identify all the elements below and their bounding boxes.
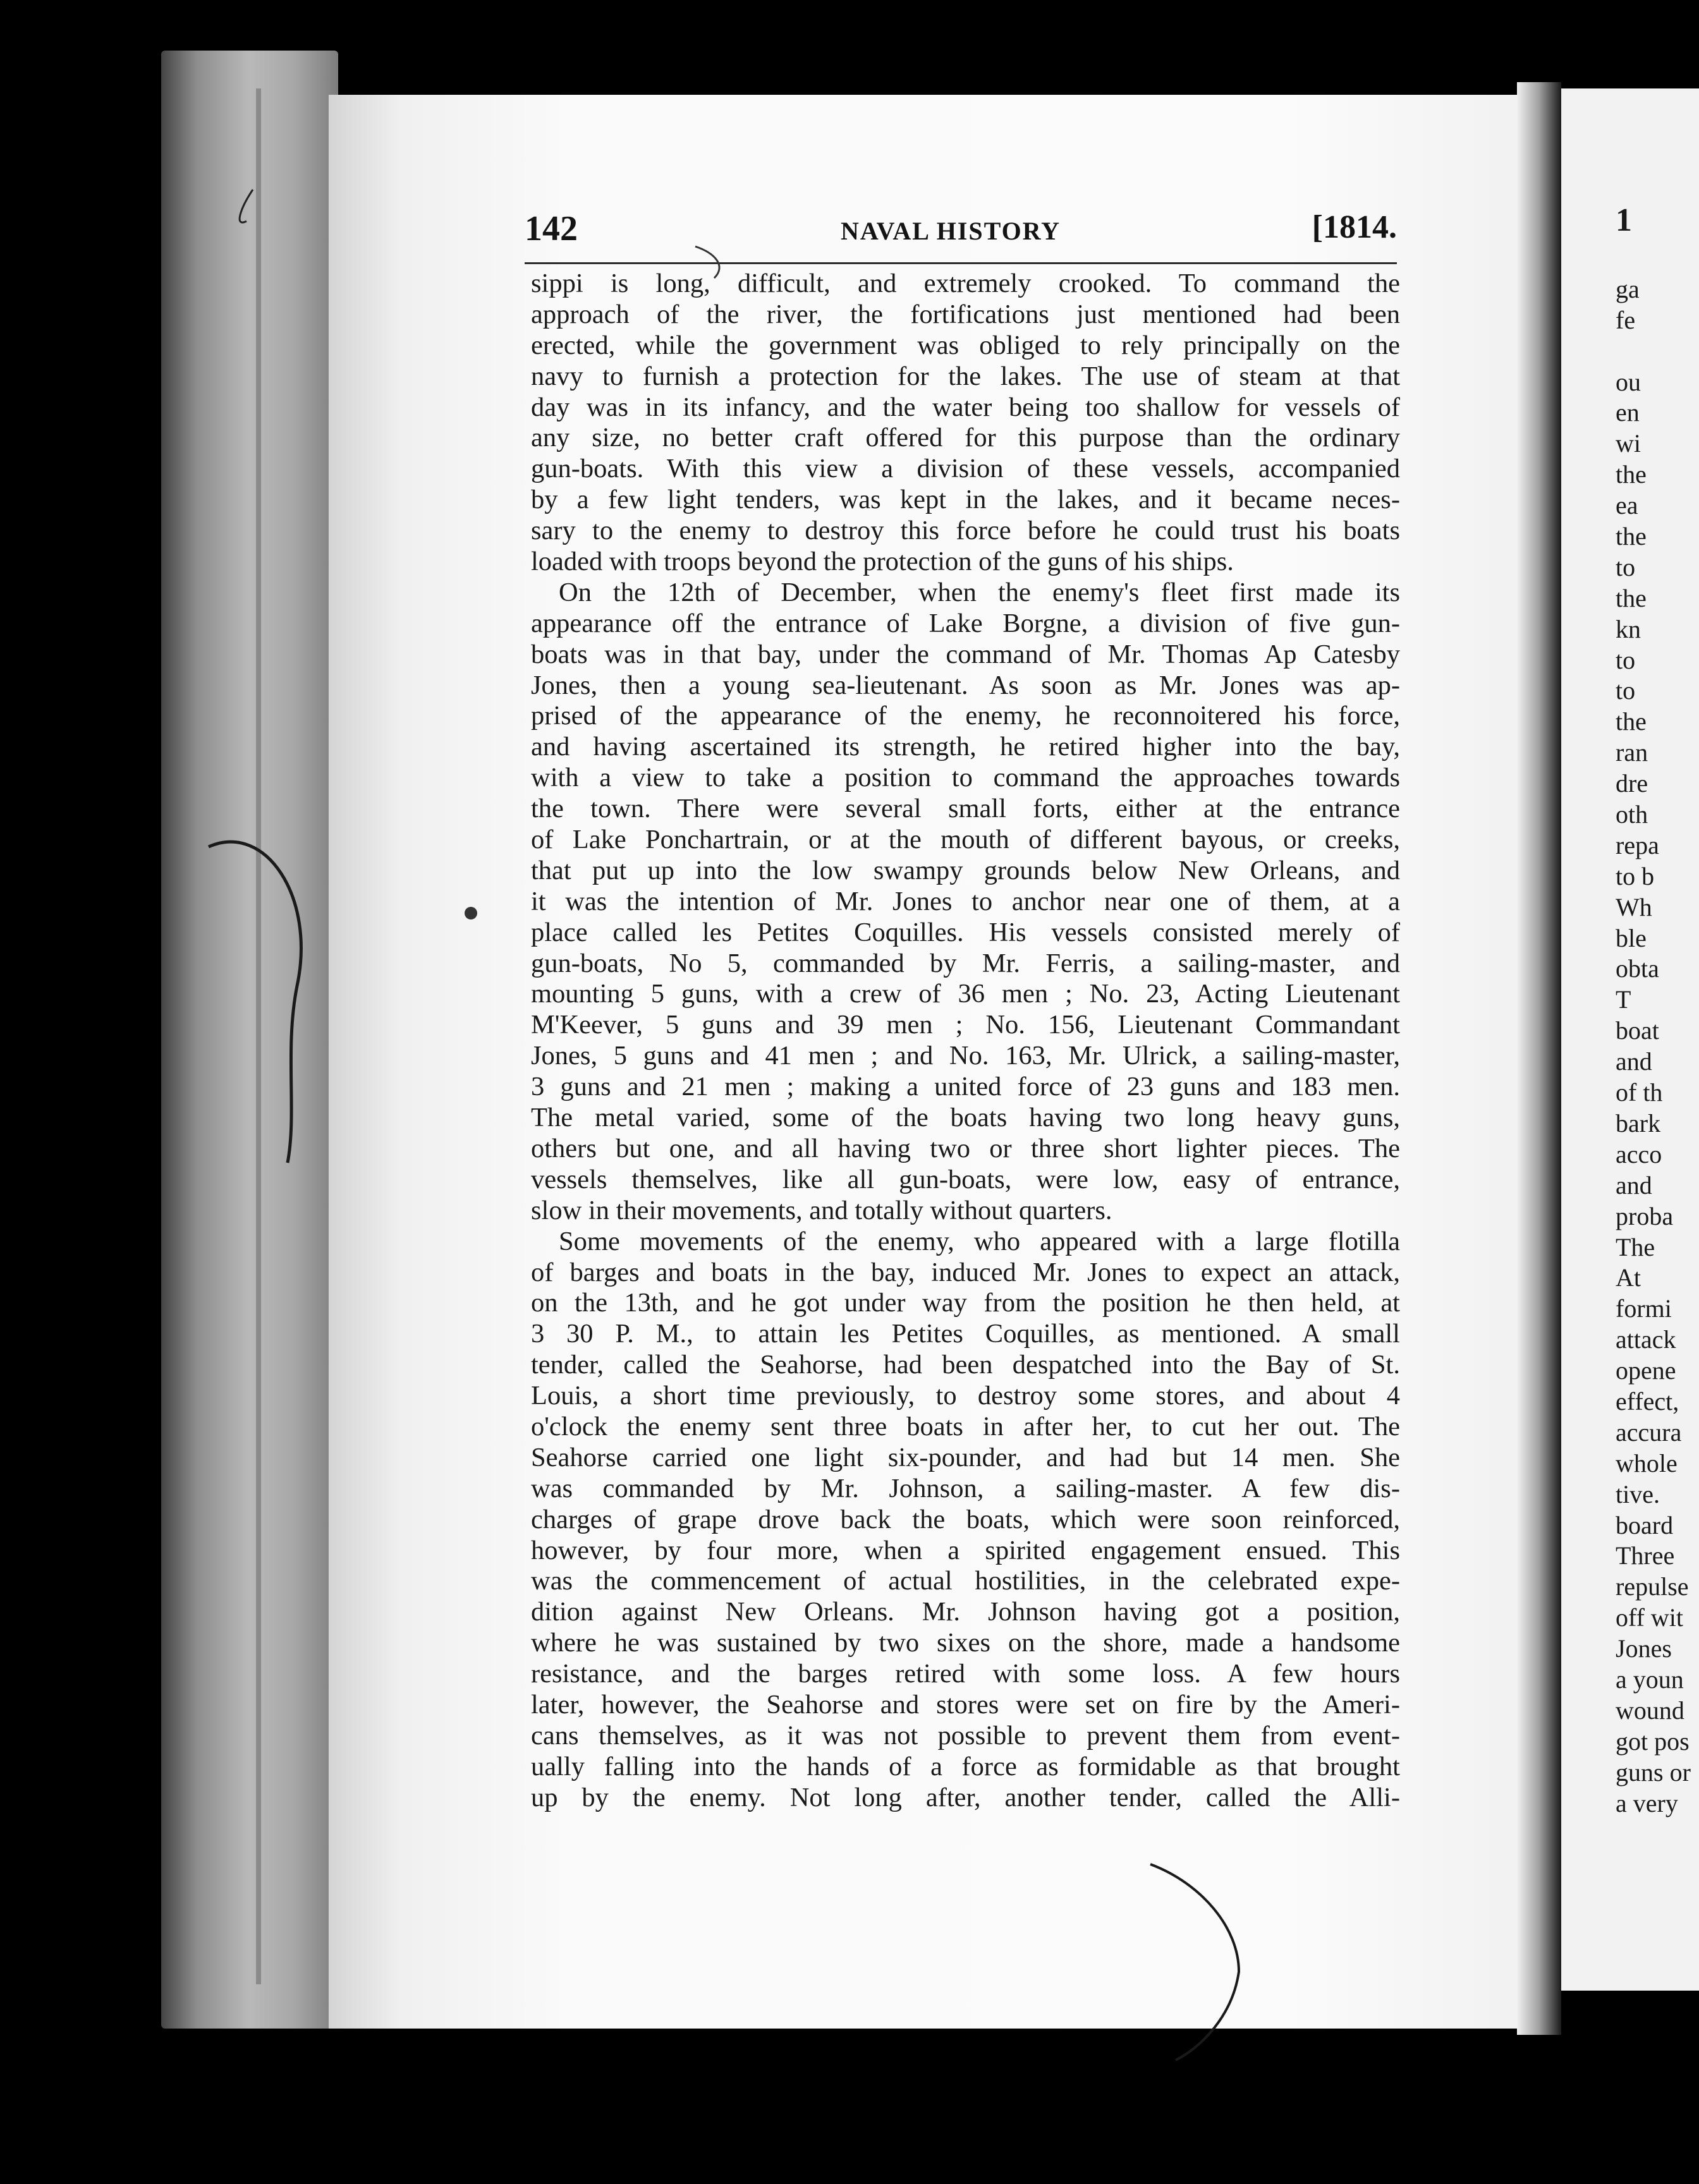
text-line: sary to the enemy to destroy this force before he could trust his boats (531, 516, 1400, 546)
right-page-fragment: ble (1616, 923, 1647, 952)
right-page-fragment: fe (1616, 305, 1636, 334)
right-page-fragment: got pos (1616, 1726, 1690, 1756)
right-page-fragment: attack (1616, 1325, 1676, 1354)
text-line: place called les Petites Coquilles. His vessels consisted merely of (531, 917, 1400, 947)
right-page-fragment: board (1616, 1510, 1674, 1539)
text-line: it was the intention of Mr. Jones to anchor near one of them, at a (531, 886, 1400, 916)
running-title: NAVAL HISTORY (841, 217, 1061, 245)
text-line: of barges and boats in the bay, induced Mr. Jones to expect an attack, (531, 1257, 1400, 1287)
right-page-fragment: guns or (1616, 1757, 1691, 1787)
right-page-fragment: of th (1616, 1078, 1663, 1107)
right-page-fragment: acco (1616, 1139, 1662, 1168)
text-line: cans themselves, as it was not possible to prevent them from event- (531, 1720, 1400, 1750)
text-line: Some movements of the enemy, who appeared with a large flotilla (559, 1226, 1400, 1256)
pen-squiggle-mark (209, 842, 301, 1163)
text-line: sippi is long, difficult, and extremely crooked. To command the (531, 269, 1400, 298)
text-line: approach of the river, the fortifications just mentioned had been (531, 299, 1400, 329)
right-page-fragment: bark (1616, 1108, 1661, 1138)
text-line: day was in its infancy, and the water being too shallow for vessels of (531, 392, 1400, 422)
right-page-fragment: a very (1616, 1788, 1678, 1817)
right-page-fragment: and (1616, 1170, 1652, 1199)
text-line: slow in their movements, and totally without quarters. (531, 1195, 1112, 1225)
text-line: where he was sustained by two sixes on the shore, made a handsome (531, 1628, 1400, 1658)
text-line: on the 13th, and he got under way from the position he then held, at (531, 1288, 1400, 1318)
right-page-fragment: opene (1616, 1356, 1676, 1385)
text-line: Seahorse carried one light six-pounder, and had but 14 men. She (531, 1442, 1400, 1472)
right-page-fragment: to (1616, 552, 1636, 581)
right-page-fragment: en (1616, 398, 1640, 427)
right-page-fragment: The (1616, 1232, 1655, 1261)
right-page-fragment: the (1616, 460, 1647, 489)
right-page-fragment: to b (1616, 861, 1655, 890)
right-page-fragment: kn (1616, 614, 1641, 643)
right-page-fragment: a youn (1616, 1665, 1684, 1694)
text-line: prised of the appearance of the enemy, he reconnoitered his force, (531, 701, 1400, 731)
text-line: vessels themselves, like all gun-boats, were low, easy of entrance, (531, 1164, 1400, 1194)
right-page-fragment: wound (1616, 1696, 1684, 1725)
text-line: by a few light tenders, was kept in the lakes, and it became neces- (531, 485, 1400, 515)
right-page-fragment: repa (1616, 830, 1659, 859)
hair-mark-bottom (1150, 1864, 1239, 2060)
text-line: gun-boats, No 5, commanded by Mr. Ferris, a sailing-master, and (531, 948, 1400, 978)
right-page-fragment: ran (1616, 738, 1648, 767)
text-line: later, however, the Seahorse and stores were set on fire by the Ameri- (531, 1689, 1400, 1720)
text-line: the town. There were several small forts, either at the entrance (531, 794, 1400, 824)
right-page-fragment: and (1616, 1047, 1652, 1076)
text-line: gun-boats. With this view a division of these vessels, accompanied (531, 454, 1400, 484)
text-line: that put up into the low swampy grounds below New Orleans, and (531, 855, 1400, 885)
text-line: boats was in that bay, under the command of Mr. Thomas Ap Catesby (531, 639, 1400, 669)
page-number: 142 (525, 209, 578, 248)
right-page-fragment: the (1616, 707, 1647, 736)
text-line: dition against New Orleans. Mr. Johnson having got a position, (531, 1597, 1400, 1627)
hair-mark (240, 190, 253, 222)
text-line: Jones, 5 guns and 41 men ; and No. 163, Mr. Ulrick, a sailing-master, (531, 1041, 1400, 1071)
right-page-fragment: Three (1616, 1541, 1675, 1570)
right-page-fragment: boat (1616, 1016, 1659, 1045)
text-line: of Lake Ponchartrain, or at the mouth of different bayous, or creeks, (531, 825, 1400, 855)
right-page-fragment: obta (1616, 954, 1659, 983)
right-page-fragment: wi (1616, 429, 1641, 458)
right-page-fragment: oth (1616, 800, 1648, 829)
text-line: navy to furnish a protection for the lakes. The use of steam at that (531, 361, 1400, 391)
text-line: On the 12th of December, when the enemy's fleet first made its (559, 577, 1400, 607)
text-line: The metal varied, some of the boats having two long heavy guns, (531, 1103, 1400, 1133)
right-page-fragment: proba (1616, 1201, 1674, 1230)
text-line: tender, called the Seahorse, had been despatched into the Bay of St. (531, 1350, 1400, 1380)
right-page-fragment: the (1616, 522, 1647, 551)
right-page-fragment: the (1616, 583, 1647, 612)
text-line: was commanded by Mr. Johnson, a sailing-master. A few dis- (531, 1473, 1400, 1503)
right-page-fragment: effect, (1616, 1386, 1679, 1416)
right-page-fragment: At (1616, 1263, 1641, 1292)
right-page-fragment: Wh (1616, 892, 1652, 921)
right-page-fragment: repulse (1616, 1572, 1689, 1601)
text-line: up by the enemy. Not long after, another tender, called the Alli- (531, 1782, 1400, 1812)
speck-mark (465, 907, 477, 919)
right-page-fragment: dre (1616, 769, 1648, 798)
text-line: 3 guns and 21 men ; making a united force of 23 guns and 183 men. (531, 1072, 1400, 1102)
text-line: appearance off the entrance of Lake Borgne, a division of five gun- (531, 608, 1400, 638)
text-line: mounting 5 guns, with a crew of 36 men ; No. 23, Acting Lieutenant (531, 979, 1400, 1009)
text-line: erected, while the government was obliged to rely principally on the (531, 330, 1400, 360)
right-page-fragment: off wit (1616, 1603, 1684, 1632)
text-line: o'clock the enemy sent three boats in after her, to cut her out. The (531, 1411, 1400, 1441)
right-page-fragment: tive. (1616, 1479, 1660, 1508)
right-page-fragment: Jones (1616, 1634, 1672, 1663)
right-page-fragment: ea (1616, 491, 1638, 520)
hair-mark-top (695, 246, 719, 278)
right-page-fragment: whole (1616, 1448, 1678, 1477)
right-page-fragment: to (1616, 645, 1636, 674)
right-page-fragment: ga (1616, 274, 1640, 303)
text-line: Jones, then a young sea-lieutenant. As soon as Mr. Jones was ap- (531, 670, 1400, 700)
right-page-fragment: formi (1616, 1294, 1672, 1323)
text-line: and having ascertained its strength, he retired higher into the bay, (531, 732, 1400, 762)
text-line: was the commencement of actual hostilities, in the celebrated expe- (531, 1566, 1400, 1596)
right-page-fragment: to (1616, 676, 1636, 705)
text-line: loaded with troops beyond the protection of the guns of his ships. (531, 547, 1234, 577)
right-page-fragment: T (1616, 985, 1631, 1014)
header-year: [1814. (1312, 209, 1397, 245)
text-line: with a view to take a position to command the approaches towards (531, 763, 1400, 793)
text-line: resistance, and the barges retired with some loss. A few hours (531, 1659, 1400, 1689)
text-line: however, by four more, when a spirited engagement ensued. This (531, 1535, 1400, 1565)
right-page-fragment: accura (1616, 1417, 1682, 1447)
text-line: ually falling into the hands of a force as formidable as that brought (531, 1751, 1400, 1781)
text-line: 3 30 P. M., to attain les Petites Coquilles, as mentioned. A small (531, 1319, 1400, 1349)
text-line: any size, no better craft offered for this purpose than the ordinary (531, 423, 1400, 453)
text-line: others but one, and all having two or three short lighter pieces. The (531, 1133, 1400, 1163)
right-page-fragment: ou (1616, 367, 1641, 396)
text-line: M'Keever, 5 guns and 39 men ; No. 156, Lieutenant Commandant (531, 1010, 1400, 1040)
text-line: Louis, a short time previously, to destroy some stores, and about 4 (531, 1381, 1400, 1411)
text-line: charges of grape drove back the boats, which were soon reinforced, (531, 1504, 1400, 1534)
right-page-number-fragment: 1 (1616, 205, 1632, 236)
